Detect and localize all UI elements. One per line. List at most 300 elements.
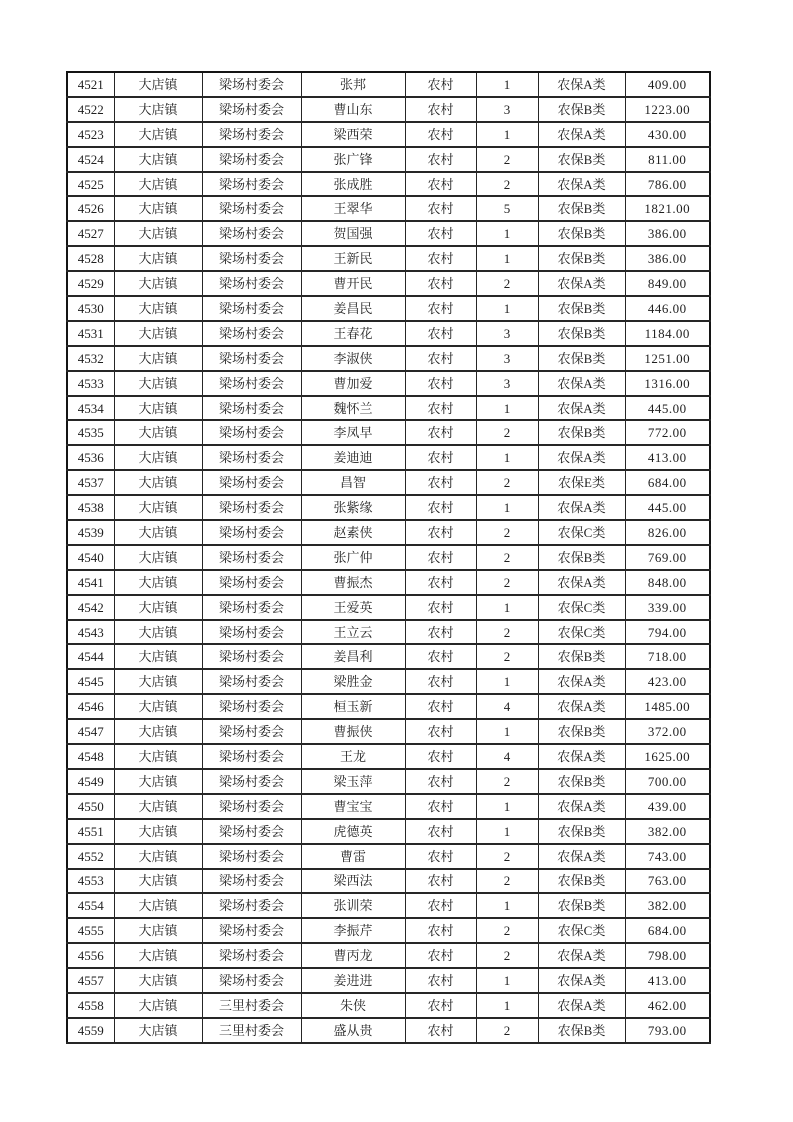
cell-insurance-category: 农保B类 bbox=[538, 147, 625, 172]
cell-residence-type: 农村 bbox=[405, 570, 476, 595]
table-row bbox=[67, 396, 710, 421]
cell-town: 大店镇 bbox=[114, 744, 202, 769]
cell-insurance-category: 农保A类 bbox=[538, 72, 625, 97]
cell-person-count: 2 bbox=[476, 420, 538, 445]
cell-insurance-category: 农保B类 bbox=[538, 893, 625, 918]
cell-person-name: 姜昌利 bbox=[301, 644, 405, 669]
cell-village-committee: 梁场村委会 bbox=[202, 669, 301, 694]
cell-person-count: 3 bbox=[476, 371, 538, 396]
cell-record-id: 4542 bbox=[67, 595, 114, 620]
cell-amount: 684.00 bbox=[625, 470, 710, 495]
cell-record-id: 4550 bbox=[67, 794, 114, 819]
table-row bbox=[67, 819, 710, 844]
cell-village-committee: 梁场村委会 bbox=[202, 172, 301, 197]
cell-town: 大店镇 bbox=[114, 445, 202, 470]
cell-amount: 772.00 bbox=[625, 420, 710, 445]
cell-person-count: 3 bbox=[476, 321, 538, 346]
cell-person-name: 朱侠 bbox=[301, 993, 405, 1018]
cell-amount: 763.00 bbox=[625, 869, 710, 894]
table-row bbox=[67, 570, 710, 595]
cell-village-committee: 梁场村委会 bbox=[202, 844, 301, 869]
cell-town: 大店镇 bbox=[114, 694, 202, 719]
cell-amount: 794.00 bbox=[625, 620, 710, 645]
cell-insurance-category: 农保A类 bbox=[538, 943, 625, 968]
cell-residence-type: 农村 bbox=[405, 719, 476, 744]
cell-insurance-category: 农保B类 bbox=[538, 869, 625, 894]
cell-insurance-category: 农保C类 bbox=[538, 620, 625, 645]
cell-village-committee: 梁场村委会 bbox=[202, 719, 301, 744]
cell-insurance-category: 农保B类 bbox=[538, 196, 625, 221]
cell-town: 大店镇 bbox=[114, 271, 202, 296]
cell-residence-type: 农村 bbox=[405, 1018, 476, 1043]
cell-person-name: 曹振杰 bbox=[301, 570, 405, 595]
cell-town: 大店镇 bbox=[114, 495, 202, 520]
cell-residence-type: 农村 bbox=[405, 744, 476, 769]
cell-person-name: 盛从贵 bbox=[301, 1018, 405, 1043]
cell-person-count: 1 bbox=[476, 221, 538, 246]
cell-record-id: 4525 bbox=[67, 172, 114, 197]
cell-town: 大店镇 bbox=[114, 545, 202, 570]
cell-residence-type: 农村 bbox=[405, 819, 476, 844]
cell-person-name: 赵素侠 bbox=[301, 520, 405, 545]
cell-insurance-category: 农保A类 bbox=[538, 744, 625, 769]
cell-person-name: 李振芹 bbox=[301, 918, 405, 943]
cell-person-count: 2 bbox=[476, 520, 538, 545]
cell-amount: 1625.00 bbox=[625, 744, 710, 769]
cell-person-name: 梁西荣 bbox=[301, 122, 405, 147]
cell-residence-type: 农村 bbox=[405, 620, 476, 645]
cell-town: 大店镇 bbox=[114, 246, 202, 271]
cell-person-count: 2 bbox=[476, 844, 538, 869]
table-row bbox=[67, 644, 710, 669]
cell-insurance-category: 农保A类 bbox=[538, 794, 625, 819]
cell-residence-type: 农村 bbox=[405, 271, 476, 296]
cell-record-id: 4531 bbox=[67, 321, 114, 346]
cell-village-committee: 三里村委会 bbox=[202, 993, 301, 1018]
cell-record-id: 4555 bbox=[67, 918, 114, 943]
cell-record-id: 4545 bbox=[67, 669, 114, 694]
cell-record-id: 4535 bbox=[67, 420, 114, 445]
cell-residence-type: 农村 bbox=[405, 221, 476, 246]
table-row bbox=[67, 669, 710, 694]
cell-residence-type: 农村 bbox=[405, 470, 476, 495]
cell-person-name: 张训荣 bbox=[301, 893, 405, 918]
cell-town: 大店镇 bbox=[114, 147, 202, 172]
cell-insurance-category: 农保A类 bbox=[538, 570, 625, 595]
cell-town: 大店镇 bbox=[114, 196, 202, 221]
table-body bbox=[67, 72, 710, 1043]
cell-town: 大店镇 bbox=[114, 520, 202, 545]
cell-record-id: 4533 bbox=[67, 371, 114, 396]
cell-person-name: 曹雷 bbox=[301, 844, 405, 869]
cell-town: 大店镇 bbox=[114, 993, 202, 1018]
cell-residence-type: 农村 bbox=[405, 296, 476, 321]
cell-amount: 445.00 bbox=[625, 396, 710, 421]
cell-town: 大店镇 bbox=[114, 769, 202, 794]
cell-record-id: 4553 bbox=[67, 869, 114, 894]
cell-person-count: 2 bbox=[476, 918, 538, 943]
cell-village-committee: 梁场村委会 bbox=[202, 968, 301, 993]
table-row bbox=[67, 271, 710, 296]
table-row bbox=[67, 943, 710, 968]
cell-record-id: 4546 bbox=[67, 694, 114, 719]
cell-person-count: 4 bbox=[476, 744, 538, 769]
cell-record-id: 4558 bbox=[67, 993, 114, 1018]
cell-amount: 798.00 bbox=[625, 943, 710, 968]
cell-town: 大店镇 bbox=[114, 97, 202, 122]
cell-residence-type: 农村 bbox=[405, 993, 476, 1018]
cell-amount: 718.00 bbox=[625, 644, 710, 669]
cell-residence-type: 农村 bbox=[405, 918, 476, 943]
cell-village-committee: 梁场村委会 bbox=[202, 196, 301, 221]
cell-insurance-category: 农保C类 bbox=[538, 918, 625, 943]
cell-person-count: 1 bbox=[476, 296, 538, 321]
cell-person-name: 张广锋 bbox=[301, 147, 405, 172]
cell-residence-type: 农村 bbox=[405, 869, 476, 894]
cell-person-count: 2 bbox=[476, 869, 538, 894]
cell-person-name: 王龙 bbox=[301, 744, 405, 769]
cell-residence-type: 农村 bbox=[405, 420, 476, 445]
cell-person-name: 姜昌民 bbox=[301, 296, 405, 321]
cell-amount: 1251.00 bbox=[625, 346, 710, 371]
cell-person-count: 2 bbox=[476, 470, 538, 495]
table-row bbox=[67, 545, 710, 570]
table-row bbox=[67, 221, 710, 246]
cell-residence-type: 农村 bbox=[405, 246, 476, 271]
cell-village-committee: 梁场村委会 bbox=[202, 794, 301, 819]
cell-amount: 769.00 bbox=[625, 545, 710, 570]
cell-record-id: 4539 bbox=[67, 520, 114, 545]
cell-insurance-category: 农保B类 bbox=[538, 420, 625, 445]
cell-insurance-category: 农保A类 bbox=[538, 669, 625, 694]
cell-residence-type: 农村 bbox=[405, 520, 476, 545]
cell-person-name: 曹加爱 bbox=[301, 371, 405, 396]
cell-person-name: 梁玉萍 bbox=[301, 769, 405, 794]
table-row bbox=[67, 172, 710, 197]
cell-town: 大店镇 bbox=[114, 221, 202, 246]
cell-person-name: 曹振侠 bbox=[301, 719, 405, 744]
table-row bbox=[67, 918, 710, 943]
cell-village-committee: 梁场村委会 bbox=[202, 869, 301, 894]
cell-residence-type: 农村 bbox=[405, 794, 476, 819]
cell-insurance-category: 农保A类 bbox=[538, 271, 625, 296]
cell-record-id: 4527 bbox=[67, 221, 114, 246]
cell-person-count: 2 bbox=[476, 271, 538, 296]
cell-residence-type: 农村 bbox=[405, 445, 476, 470]
cell-amount: 462.00 bbox=[625, 993, 710, 1018]
cell-person-count: 2 bbox=[476, 620, 538, 645]
cell-insurance-category: 农保B类 bbox=[538, 819, 625, 844]
cell-village-committee: 梁场村委会 bbox=[202, 744, 301, 769]
cell-insurance-category: 农保B类 bbox=[538, 97, 625, 122]
cell-person-count: 1 bbox=[476, 122, 538, 147]
cell-insurance-category: 农保A类 bbox=[538, 371, 625, 396]
cell-town: 大店镇 bbox=[114, 72, 202, 97]
table-row bbox=[67, 420, 710, 445]
cell-residence-type: 农村 bbox=[405, 694, 476, 719]
cell-village-committee: 梁场村委会 bbox=[202, 371, 301, 396]
cell-person-count: 1 bbox=[476, 719, 538, 744]
cell-record-id: 4554 bbox=[67, 893, 114, 918]
cell-village-committee: 梁场村委会 bbox=[202, 147, 301, 172]
cell-residence-type: 农村 bbox=[405, 644, 476, 669]
cell-residence-type: 农村 bbox=[405, 122, 476, 147]
cell-village-committee: 梁场村委会 bbox=[202, 769, 301, 794]
cell-village-committee: 梁场村委会 bbox=[202, 570, 301, 595]
cell-town: 大店镇 bbox=[114, 719, 202, 744]
cell-record-id: 4540 bbox=[67, 545, 114, 570]
cell-insurance-category: 农保A类 bbox=[538, 844, 625, 869]
cell-residence-type: 农村 bbox=[405, 893, 476, 918]
cell-person-name: 曹宝宝 bbox=[301, 794, 405, 819]
cell-person-count: 2 bbox=[476, 172, 538, 197]
cell-village-committee: 梁场村委会 bbox=[202, 221, 301, 246]
cell-insurance-category: 农保B类 bbox=[538, 719, 625, 744]
cell-insurance-category: 农保B类 bbox=[538, 246, 625, 271]
cell-record-id: 4548 bbox=[67, 744, 114, 769]
cell-record-id: 4528 bbox=[67, 246, 114, 271]
cell-town: 大店镇 bbox=[114, 943, 202, 968]
cell-person-count: 2 bbox=[476, 769, 538, 794]
cell-village-committee: 梁场村委会 bbox=[202, 520, 301, 545]
table-row bbox=[67, 993, 710, 1018]
cell-record-id: 4541 bbox=[67, 570, 114, 595]
cell-record-id: 4537 bbox=[67, 470, 114, 495]
cell-town: 大店镇 bbox=[114, 794, 202, 819]
table-row bbox=[67, 1018, 710, 1043]
cell-person-name: 李凤早 bbox=[301, 420, 405, 445]
cell-person-count: 1 bbox=[476, 669, 538, 694]
table-row bbox=[67, 694, 710, 719]
cell-person-name: 王立云 bbox=[301, 620, 405, 645]
cell-residence-type: 农村 bbox=[405, 669, 476, 694]
cell-town: 大店镇 bbox=[114, 470, 202, 495]
cell-village-committee: 梁场村委会 bbox=[202, 495, 301, 520]
table-row bbox=[67, 122, 710, 147]
cell-insurance-category: 农保B类 bbox=[538, 769, 625, 794]
cell-insurance-category: 农保A类 bbox=[538, 495, 625, 520]
cell-town: 大店镇 bbox=[114, 669, 202, 694]
cell-town: 大店镇 bbox=[114, 321, 202, 346]
cell-village-committee: 梁场村委会 bbox=[202, 346, 301, 371]
cell-record-id: 4538 bbox=[67, 495, 114, 520]
cell-person-count: 5 bbox=[476, 196, 538, 221]
cell-insurance-category: 农保B类 bbox=[538, 346, 625, 371]
cell-insurance-category: 农保A类 bbox=[538, 122, 625, 147]
cell-person-count: 1 bbox=[476, 246, 538, 271]
cell-person-name: 昌智 bbox=[301, 470, 405, 495]
cell-village-committee: 梁场村委会 bbox=[202, 819, 301, 844]
cell-amount: 1485.00 bbox=[625, 694, 710, 719]
table-row bbox=[67, 893, 710, 918]
cell-person-count: 3 bbox=[476, 97, 538, 122]
cell-insurance-category: 农保B类 bbox=[538, 321, 625, 346]
cell-amount: 413.00 bbox=[625, 445, 710, 470]
cell-village-committee: 梁场村委会 bbox=[202, 97, 301, 122]
table-row bbox=[67, 769, 710, 794]
cell-town: 大店镇 bbox=[114, 819, 202, 844]
cell-insurance-category: 农保A类 bbox=[538, 968, 625, 993]
cell-person-count: 1 bbox=[476, 595, 538, 620]
table-row bbox=[67, 196, 710, 221]
cell-amount: 848.00 bbox=[625, 570, 710, 595]
cell-town: 大店镇 bbox=[114, 346, 202, 371]
cell-residence-type: 农村 bbox=[405, 844, 476, 869]
cell-town: 大店镇 bbox=[114, 296, 202, 321]
cell-insurance-category: 农保A类 bbox=[538, 694, 625, 719]
cell-person-count: 1 bbox=[476, 495, 538, 520]
cell-insurance-category: 农保B类 bbox=[538, 221, 625, 246]
cell-town: 大店镇 bbox=[114, 968, 202, 993]
cell-person-count: 2 bbox=[476, 570, 538, 595]
cell-insurance-category: 农保B类 bbox=[538, 1018, 625, 1043]
cell-record-id: 4557 bbox=[67, 968, 114, 993]
cell-village-committee: 梁场村委会 bbox=[202, 595, 301, 620]
cell-residence-type: 农村 bbox=[405, 943, 476, 968]
cell-amount: 1316.00 bbox=[625, 371, 710, 396]
cell-village-committee: 三里村委会 bbox=[202, 1018, 301, 1043]
cell-amount: 793.00 bbox=[625, 1018, 710, 1043]
cell-amount: 409.00 bbox=[625, 72, 710, 97]
cell-amount: 446.00 bbox=[625, 296, 710, 321]
cell-person-count: 2 bbox=[476, 1018, 538, 1043]
cell-insurance-category: 农保A类 bbox=[538, 993, 625, 1018]
cell-record-id: 4547 bbox=[67, 719, 114, 744]
cell-record-id: 4521 bbox=[67, 72, 114, 97]
cell-person-name: 张成胜 bbox=[301, 172, 405, 197]
cell-residence-type: 农村 bbox=[405, 545, 476, 570]
cell-person-count: 1 bbox=[476, 72, 538, 97]
cell-person-count: 2 bbox=[476, 644, 538, 669]
table-row bbox=[67, 844, 710, 869]
table-row bbox=[67, 321, 710, 346]
table-row bbox=[67, 346, 710, 371]
cell-village-committee: 梁场村委会 bbox=[202, 296, 301, 321]
cell-amount: 743.00 bbox=[625, 844, 710, 869]
cell-insurance-category: 农保B类 bbox=[538, 296, 625, 321]
cell-person-name: 曹开民 bbox=[301, 271, 405, 296]
cell-village-committee: 梁场村委会 bbox=[202, 943, 301, 968]
cell-person-count: 1 bbox=[476, 968, 538, 993]
cell-person-name: 曹丙龙 bbox=[301, 943, 405, 968]
cell-person-name: 曹山东 bbox=[301, 97, 405, 122]
cell-town: 大店镇 bbox=[114, 1018, 202, 1043]
table-row bbox=[67, 495, 710, 520]
table-row bbox=[67, 719, 710, 744]
cell-record-id: 4523 bbox=[67, 122, 114, 147]
cell-person-name: 张邦 bbox=[301, 72, 405, 97]
cell-record-id: 4544 bbox=[67, 644, 114, 669]
table-row bbox=[67, 246, 710, 271]
cell-amount: 372.00 bbox=[625, 719, 710, 744]
cell-residence-type: 农村 bbox=[405, 147, 476, 172]
cell-amount: 386.00 bbox=[625, 221, 710, 246]
cell-amount: 413.00 bbox=[625, 968, 710, 993]
cell-person-name: 虎德英 bbox=[301, 819, 405, 844]
cell-record-id: 4532 bbox=[67, 346, 114, 371]
cell-person-count: 4 bbox=[476, 694, 538, 719]
cell-village-committee: 梁场村委会 bbox=[202, 918, 301, 943]
cell-person-count: 1 bbox=[476, 993, 538, 1018]
cell-insurance-category: 农保E类 bbox=[538, 470, 625, 495]
cell-village-committee: 梁场村委会 bbox=[202, 470, 301, 495]
cell-town: 大店镇 bbox=[114, 172, 202, 197]
cell-record-id: 4551 bbox=[67, 819, 114, 844]
cell-village-committee: 梁场村委会 bbox=[202, 396, 301, 421]
cell-amount: 386.00 bbox=[625, 246, 710, 271]
cell-village-committee: 梁场村委会 bbox=[202, 620, 301, 645]
cell-town: 大店镇 bbox=[114, 122, 202, 147]
cell-person-name: 姜进进 bbox=[301, 968, 405, 993]
cell-town: 大店镇 bbox=[114, 620, 202, 645]
cell-residence-type: 农村 bbox=[405, 495, 476, 520]
cell-village-committee: 梁场村委会 bbox=[202, 271, 301, 296]
cell-insurance-category: 农保C类 bbox=[538, 595, 625, 620]
cell-town: 大店镇 bbox=[114, 844, 202, 869]
cell-record-id: 4536 bbox=[67, 445, 114, 470]
cell-person-name: 王春花 bbox=[301, 321, 405, 346]
cell-amount: 1184.00 bbox=[625, 321, 710, 346]
cell-record-id: 4526 bbox=[67, 196, 114, 221]
table-row bbox=[67, 445, 710, 470]
cell-amount: 1223.00 bbox=[625, 97, 710, 122]
cell-village-committee: 梁场村委会 bbox=[202, 420, 301, 445]
cell-person-count: 2 bbox=[476, 147, 538, 172]
cell-amount: 439.00 bbox=[625, 794, 710, 819]
cell-residence-type: 农村 bbox=[405, 769, 476, 794]
table-row bbox=[67, 744, 710, 769]
table-row bbox=[67, 147, 710, 172]
cell-village-committee: 梁场村委会 bbox=[202, 122, 301, 147]
cell-person-name: 张紫缘 bbox=[301, 495, 405, 520]
cell-person-name: 梁胜金 bbox=[301, 669, 405, 694]
cell-residence-type: 农村 bbox=[405, 196, 476, 221]
cell-person-count: 2 bbox=[476, 943, 538, 968]
table-row bbox=[67, 72, 710, 97]
cell-person-name: 姜迪迪 bbox=[301, 445, 405, 470]
cell-town: 大店镇 bbox=[114, 893, 202, 918]
cell-record-id: 4543 bbox=[67, 620, 114, 645]
cell-person-count: 1 bbox=[476, 819, 538, 844]
cell-insurance-category: 农保A类 bbox=[538, 172, 625, 197]
cell-amount: 1821.00 bbox=[625, 196, 710, 221]
cell-residence-type: 农村 bbox=[405, 72, 476, 97]
cell-amount: 811.00 bbox=[625, 147, 710, 172]
cell-amount: 849.00 bbox=[625, 271, 710, 296]
cell-record-id: 4529 bbox=[67, 271, 114, 296]
cell-person-name: 魏怀兰 bbox=[301, 396, 405, 421]
cell-town: 大店镇 bbox=[114, 396, 202, 421]
cell-residence-type: 农村 bbox=[405, 321, 476, 346]
table-row bbox=[67, 794, 710, 819]
cell-person-count: 1 bbox=[476, 794, 538, 819]
cell-amount: 684.00 bbox=[625, 918, 710, 943]
table-row bbox=[67, 97, 710, 122]
cell-village-committee: 梁场村委会 bbox=[202, 694, 301, 719]
cell-record-id: 4556 bbox=[67, 943, 114, 968]
cell-amount: 826.00 bbox=[625, 520, 710, 545]
benefits-table bbox=[66, 71, 711, 1044]
table-row bbox=[67, 595, 710, 620]
table-row bbox=[67, 620, 710, 645]
cell-town: 大店镇 bbox=[114, 420, 202, 445]
cell-village-committee: 梁场村委会 bbox=[202, 445, 301, 470]
cell-town: 大店镇 bbox=[114, 570, 202, 595]
table-row bbox=[67, 470, 710, 495]
cell-residence-type: 农村 bbox=[405, 346, 476, 371]
cell-village-committee: 梁场村委会 bbox=[202, 321, 301, 346]
cell-person-name: 张广仲 bbox=[301, 545, 405, 570]
